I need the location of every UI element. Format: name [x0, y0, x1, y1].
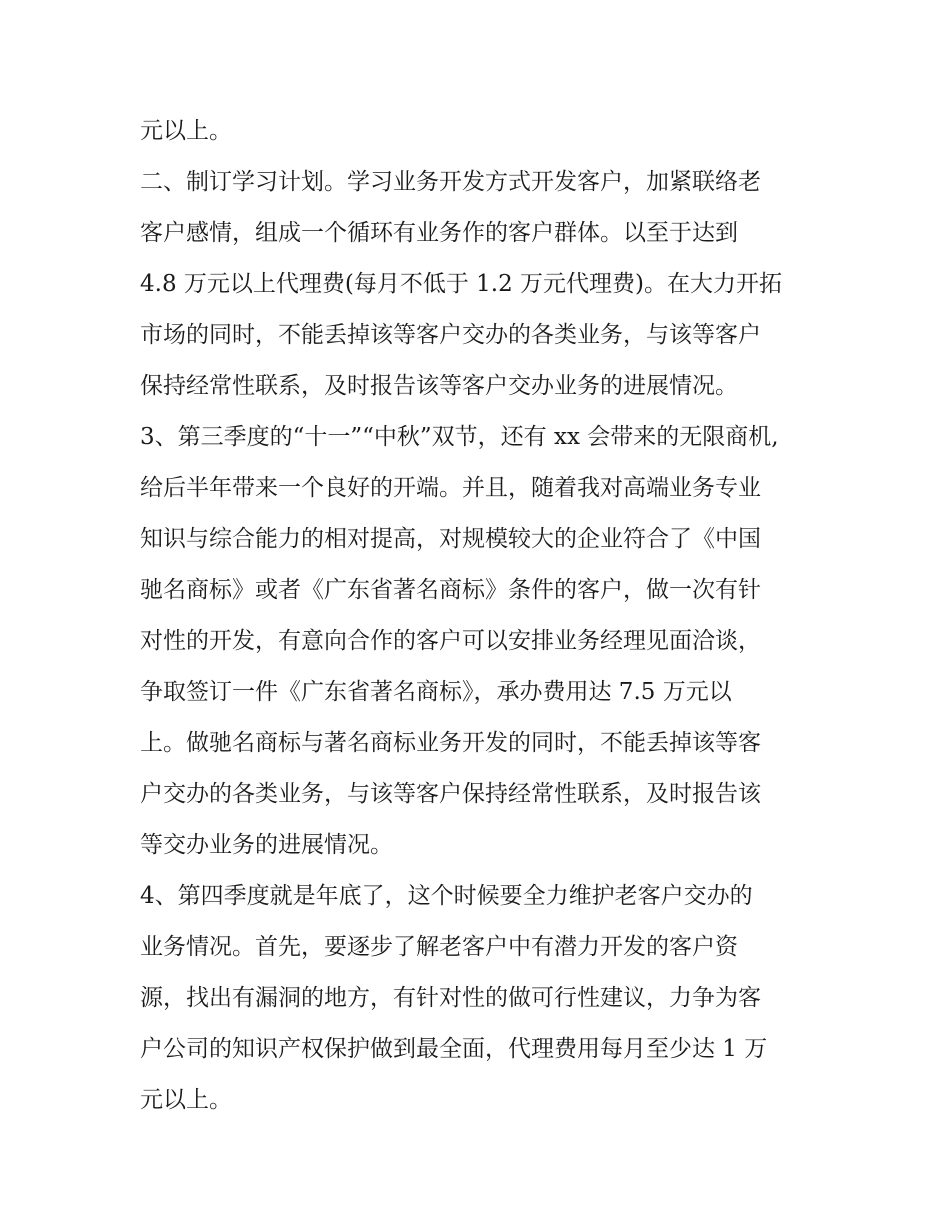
text-line-1: 元以上。	[140, 118, 232, 144]
text-line-20: 元以上。	[140, 1087, 232, 1113]
text-line-4: 4.8 万元以上代理费(每月不低于 1.2 万元代理费)。在大力开拓	[140, 271, 783, 297]
text-line-14: 户交办的各类业务，与该等客户保持经常性联系，及时报告该	[140, 781, 761, 807]
text-line-16: 4、第四季度就是年底了，这个时候要全力维护老客户交办的	[140, 883, 753, 909]
text-line-2: 二、制订学习计划。学习业务开发方式开发客户，加紧联络老	[140, 169, 761, 195]
text-line-11: 对性的开发，有意向合作的客户可以安排业务经理见面洽谈，	[140, 628, 761, 654]
text-line-3: 客户感情，组成一个循环有业务作的客户群体。以至于达到	[140, 220, 738, 246]
document-body	[140, 106, 830, 1126]
text-line-19: 户公司的知识产权保护做到最全面，代理费用每月至少达 1 万	[140, 1036, 768, 1062]
text-line-10: 驰名商标》或者《广东省著名商标》条件的客户，做一次有针	[140, 577, 761, 603]
text-line-12: 争取签订一件《广东省著名商标》，承办费用达 7.5 万元以	[140, 679, 732, 705]
text-line-7: 3、第三季度的“十一”“中秋”双节，还有 xx 会带来的无限商机,	[140, 424, 779, 450]
text-line-6: 保持经常性联系，及时报告该等客户交办业务的进展情况。	[140, 373, 738, 399]
text-line-9: 知识与综合能力的相对提高，对规模较大的企业符合了《中国	[140, 526, 761, 552]
text-line-5: 市场的同时，不能丢掉该等客户交办的各类业务，与该等客户	[140, 322, 761, 348]
text-line-17: 业务情况。首先，要逐步了解老客户中有潜力开发的客户资	[140, 934, 738, 960]
text-line-15: 等交办业务的进展情况。	[140, 832, 393, 858]
text-line-8: 给后半年带来一个良好的开端。并且，随着我对高端业务专业	[140, 475, 761, 501]
text-line-18: 源，找出有漏洞的地方，有针对性的做可行性建议，力争为客	[140, 985, 761, 1011]
text-line-13: 上。做驰名商标与著名商标业务开发的同时，不能丢掉该等客	[140, 730, 761, 756]
